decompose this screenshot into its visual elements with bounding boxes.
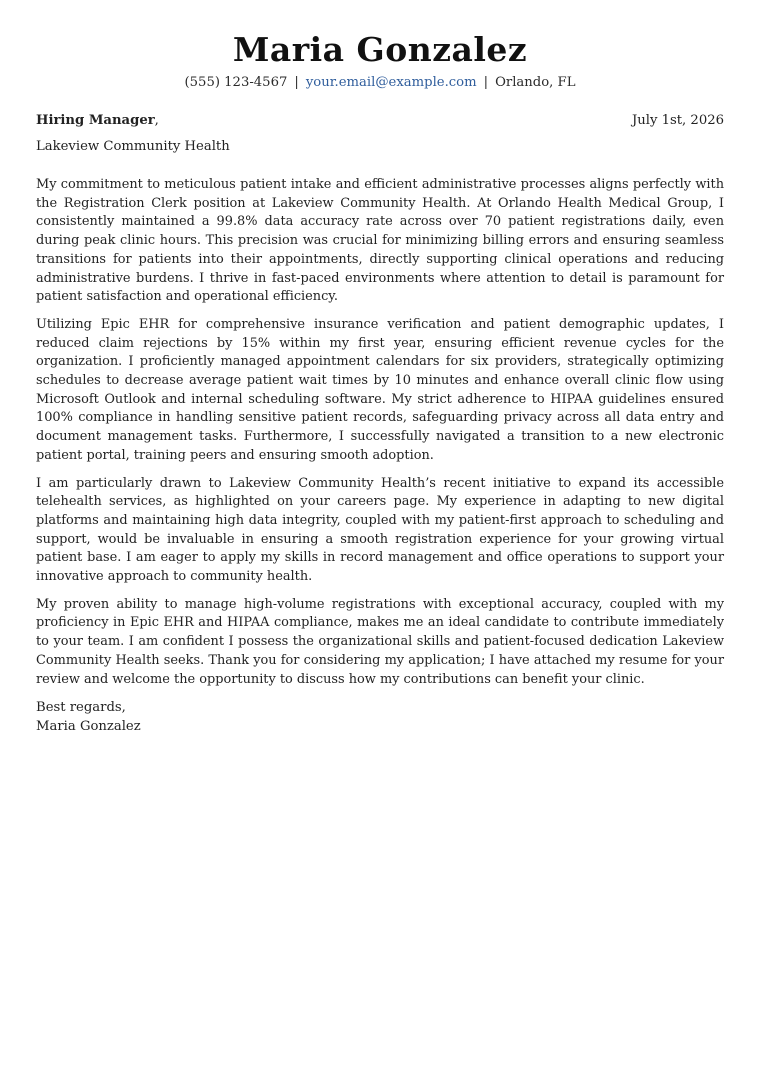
salutation-row xyxy=(36,111,724,130)
letter-closing xyxy=(36,698,724,736)
signature-name: Maria Gonzalez xyxy=(36,719,141,735)
body-paragraph: My proven ability to manage high-volume registrations with exceptional accuracy, coupled with my proficiency in Epic EHR and HIPAA compliance, makes me an ideal candidate to contribute immediately to your team. I am confident I possess the organizational skills and patient-focused dedication Lakeview Community Health seeks. Thank you for considering my application; I have attached my resume for your review and welcome the opportunity to discuss how my contributions can benefit your clinic. xyxy=(36,596,724,687)
letter-body xyxy=(36,176,724,689)
recipient-name: Hiring Manager xyxy=(36,113,155,128)
contact-separator: | xyxy=(483,75,489,90)
contact-separator: | xyxy=(294,75,299,90)
contact-line xyxy=(36,73,724,93)
company-name: Lakeview Community Health xyxy=(36,139,230,154)
body-paragraph: Utilizing Epic EHR for comprehensive insurance verification and patient demographic updates, I reduced claim rejections by 15% within my first year, ensuring efficient revenue cycles for the organization. I proficiently managed appointment calendars for six providers, strategically optimizing schedules to decrease average patient wait times by 10 minutes and enhance overall clinic flow using Microsoft Outlook and internal scheduling software. My strict adherence to HIPAA guidelines ensured 100% compliance in handling sensitive patient records, safeguarding privacy across all data entry and document management tasks. Furthermore, I successfully navigated a transition to a new electronic patient portal, training peers and ensuring smooth adoption. xyxy=(36,316,724,463)
phone-number: (555) 123-4567 xyxy=(184,75,288,90)
applicant-name: Maria Gonzalez xyxy=(232,30,528,69)
closing-phrase: Best regards, xyxy=(36,700,126,716)
email-link[interactable]: your.email@example.com xyxy=(305,75,477,90)
cover-letter-page xyxy=(36,0,724,736)
salutation xyxy=(36,111,159,130)
letter-date: July 1st, 2026 xyxy=(631,113,724,128)
body-paragraph: I am particularly drawn to Lakeview Community Health’s recent initiative to expand its accessible telehealth services, as highlighted on your careers page. My experience in adapting to new digital platforms and maintaining high data integrity, coupled with my patient-first approach to scheduling and support, would be invaluable in ensuring a smooth registration experience for your growing virtual patient base. I am eager to apply my skills in record management and office operations to support your innovative approach to community health. xyxy=(36,475,724,585)
recipient-comma: , xyxy=(154,113,159,128)
location: Orlando, FL xyxy=(495,75,576,90)
body-paragraph: My commitment to meticulous patient intake and efficient administrative processes aligns perfectly with the Registration Clerk position at Lakeview Community Health. At Orlando Health Medical Group, I consistently maintained a 99.8% data accuracy rate across over 70 patient registrations daily, even during peak clinic hours. This precision was crucial for minimizing billing errors and ensuring seamless transitions for patients into their appointments, directly supporting clinical operations and reducing administrative burdens. I thrive in fast-paced environments where attention to detail is paramount for patient satisfaction and operational efficiency. xyxy=(36,177,724,305)
